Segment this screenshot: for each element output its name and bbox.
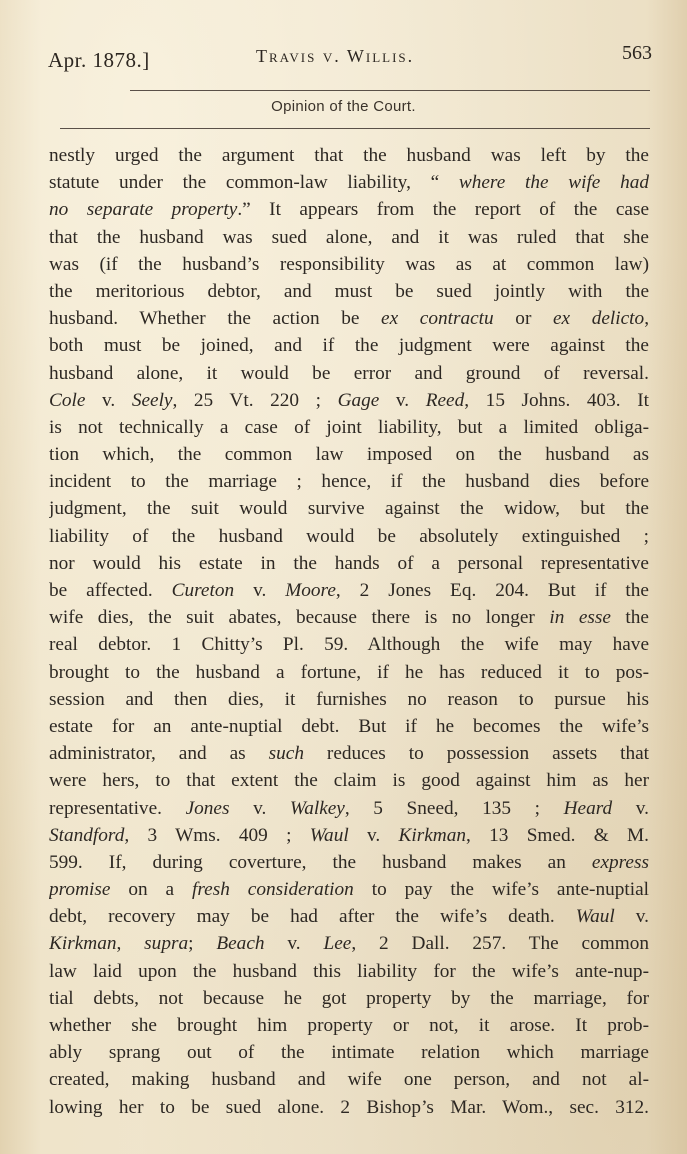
text-run: whether she brought him property or not, it arose. It prob- (49, 1015, 649, 1036)
text-line (49, 903, 649, 930)
header-rule-bottom (60, 128, 650, 129)
italic-text-run: Waul (575, 906, 615, 928)
text-run: estate for an ante-nuptial debt. But if he becomes the wife’s (49, 715, 649, 737)
text-line (49, 958, 649, 985)
text-run: that the husband was sued alone, and it was ruled that she (49, 226, 649, 248)
text-run: ; (188, 933, 217, 955)
text-line (49, 305, 649, 332)
text-run: ably sprang out of the intimate relation which marriage (49, 1042, 649, 1064)
italic-text-run: ex contractu (381, 308, 494, 330)
text-line (49, 876, 649, 903)
text-line (49, 142, 649, 169)
text-run: or (493, 308, 553, 330)
text-run: law laid upon the husband this liability for the wife’s ante-nup- (49, 960, 649, 982)
text-run: to pay the wife’s ante-nuptial (353, 879, 649, 901)
text-run: v. (229, 797, 290, 819)
italic-text-run: Beach (216, 933, 265, 955)
italic-text-run: ex delicto (552, 308, 645, 330)
text-line (49, 1039, 649, 1066)
text-run: , 2 Dall. 257. The common (351, 933, 649, 955)
text-run: were hers, to that extent the claim is good against him as her (49, 770, 649, 792)
text-run: is not technically a case of joint liability, but a limited obliga- (49, 416, 649, 438)
text-line (49, 604, 649, 631)
text-run: brought to the husband a fortune, if he has reduced it to pos- (49, 661, 649, 683)
text-run: statute under the common-law liability, “ (49, 172, 459, 194)
text-run: tion which, the common law imposed on the husband as (49, 444, 649, 466)
text-line (49, 686, 649, 713)
text-run: wife dies, the suit abates, because there is no longer (49, 607, 550, 629)
italic-text-run: Heard (563, 797, 613, 819)
text-line (49, 441, 649, 468)
text-line (49, 468, 649, 495)
text-run: liability of the husband would be absolutely extinguished ; (49, 525, 649, 547)
text-run: , 15 Johns. 403. It (464, 389, 649, 411)
text-run: , 5 Sneed, 135 ; (344, 797, 564, 819)
text-run: created, making husband and wife one person, and not al- (49, 1069, 649, 1091)
text-run: incident to the marriage ; hence, if the husband dies before (49, 471, 649, 493)
text-run: v. (348, 824, 399, 846)
text-line (49, 1094, 649, 1121)
text-run: .” It appears from the report of the case (237, 199, 649, 221)
section-heading: Opinion of the Court. (271, 98, 416, 115)
text-line (49, 849, 649, 876)
header-rule-top (130, 90, 650, 91)
text-run: v. (264, 933, 324, 955)
italic-text-run: Moore (285, 580, 336, 601)
text-line (49, 740, 649, 767)
italic-text-run: Kirkman (49, 933, 117, 955)
text-line (49, 930, 649, 957)
text-run: nor would his estate in the hands of a personal representative (49, 552, 649, 574)
text-run: v. (234, 580, 286, 601)
running-head-case-title: Travis v. Willis. (256, 46, 415, 66)
text-run: , 3 Wms. 409 ; (124, 824, 310, 846)
italic-text-run: Standford (49, 824, 125, 846)
italic-text-run: no separate property (49, 199, 238, 221)
text-run: husband alone, it would be error and ground of reversal. (49, 362, 649, 384)
text-line (49, 631, 649, 658)
text-run: lowing her to be sued alone. 2 Bishop’s Mar. Wom., sec. 312. (49, 1096, 649, 1118)
text-line (49, 1066, 649, 1093)
text-run: debt, recovery may be had after the wife’s death. (49, 906, 576, 928)
text-run: v. (379, 389, 426, 411)
text-run: the (610, 607, 649, 629)
opinion-body-text (49, 142, 649, 1121)
italic-text-run: fresh consideration (192, 879, 354, 901)
text-line (49, 495, 649, 522)
text-line (49, 713, 649, 740)
italic-text-run: Gage (337, 389, 380, 411)
text-line (49, 822, 649, 849)
text-run: nestly urged the argument that the husband was left by the (49, 145, 649, 166)
text-line (49, 414, 649, 441)
italic-text-run: Walkey (289, 797, 345, 819)
italic-text-run: promise (49, 879, 111, 901)
italic-text-run: supra (144, 933, 189, 955)
text-line (49, 332, 649, 359)
running-head (48, 42, 654, 76)
text-line (49, 1012, 649, 1039)
text-line (49, 360, 649, 387)
text-line (49, 795, 649, 822)
text-line (49, 550, 649, 577)
text-run: real debtor. 1 Chitty’s Pl. 59. Although the wife may have (49, 634, 649, 656)
text-run: v. (614, 906, 649, 928)
italic-text-run: Cureton (171, 580, 235, 601)
text-run: 599. If, during coverture, the husband makes an (49, 851, 592, 873)
italic-text-run: where the wife had (458, 172, 649, 194)
text-line (49, 659, 649, 686)
italic-text-run: Reed (425, 389, 465, 411)
text-run: reduces to possession assets that (303, 743, 649, 765)
text-line (49, 196, 649, 223)
text-run: be affected. (49, 580, 172, 601)
text-run: was (if the husband’s responsibility was as at common law) (49, 253, 649, 275)
text-line (49, 523, 649, 550)
text-run: , (116, 933, 145, 955)
text-run: the meritorious debtor, and must be sued jointly with the (49, 280, 649, 302)
text-line (49, 251, 649, 278)
text-line (49, 767, 649, 794)
text-line (49, 169, 649, 196)
text-line (49, 577, 649, 604)
italic-text-run: Lee (323, 933, 352, 955)
text-run: both must be joined, and if the judgment were against the (49, 335, 649, 357)
italic-text-run: Seely (131, 389, 173, 411)
italic-text-run: express (591, 851, 649, 873)
text-run: husband. Whether the action be (49, 308, 382, 330)
text-run: session and then dies, it furnishes no reason to pursue his (49, 688, 649, 710)
italic-text-run: Jones (185, 797, 230, 819)
text-run: judgment, the suit would survive against the widow, but the (49, 498, 649, 520)
text-run: tial debts, not because he got property by the marriage, for (49, 987, 649, 1009)
text-line (49, 224, 649, 251)
text-run: , 25 Vt. 220 ; (172, 389, 338, 411)
page-number: 563 (622, 42, 652, 64)
text-run: on a (110, 879, 193, 901)
text-line (49, 387, 649, 414)
italic-text-run: such (268, 743, 304, 765)
text-line (49, 278, 649, 305)
text-run: , 2 Jones Eq. 204. But if the (335, 580, 649, 601)
italic-text-run: in esse (549, 607, 611, 629)
text-line (49, 985, 649, 1012)
italic-text-run: Kirkman (398, 824, 466, 846)
italic-text-run: Waul (309, 824, 349, 846)
text-run: representative. (49, 797, 186, 819)
text-run: v. (612, 797, 649, 819)
text-run: administrator, and as (49, 743, 269, 765)
italic-text-run: Cole (49, 389, 86, 411)
text-run: , 13 Smed. & M. (466, 824, 649, 846)
running-head-date: Apr. 1878.] (48, 48, 150, 72)
text-run: v. (85, 389, 132, 411)
text-run: , (644, 308, 649, 330)
